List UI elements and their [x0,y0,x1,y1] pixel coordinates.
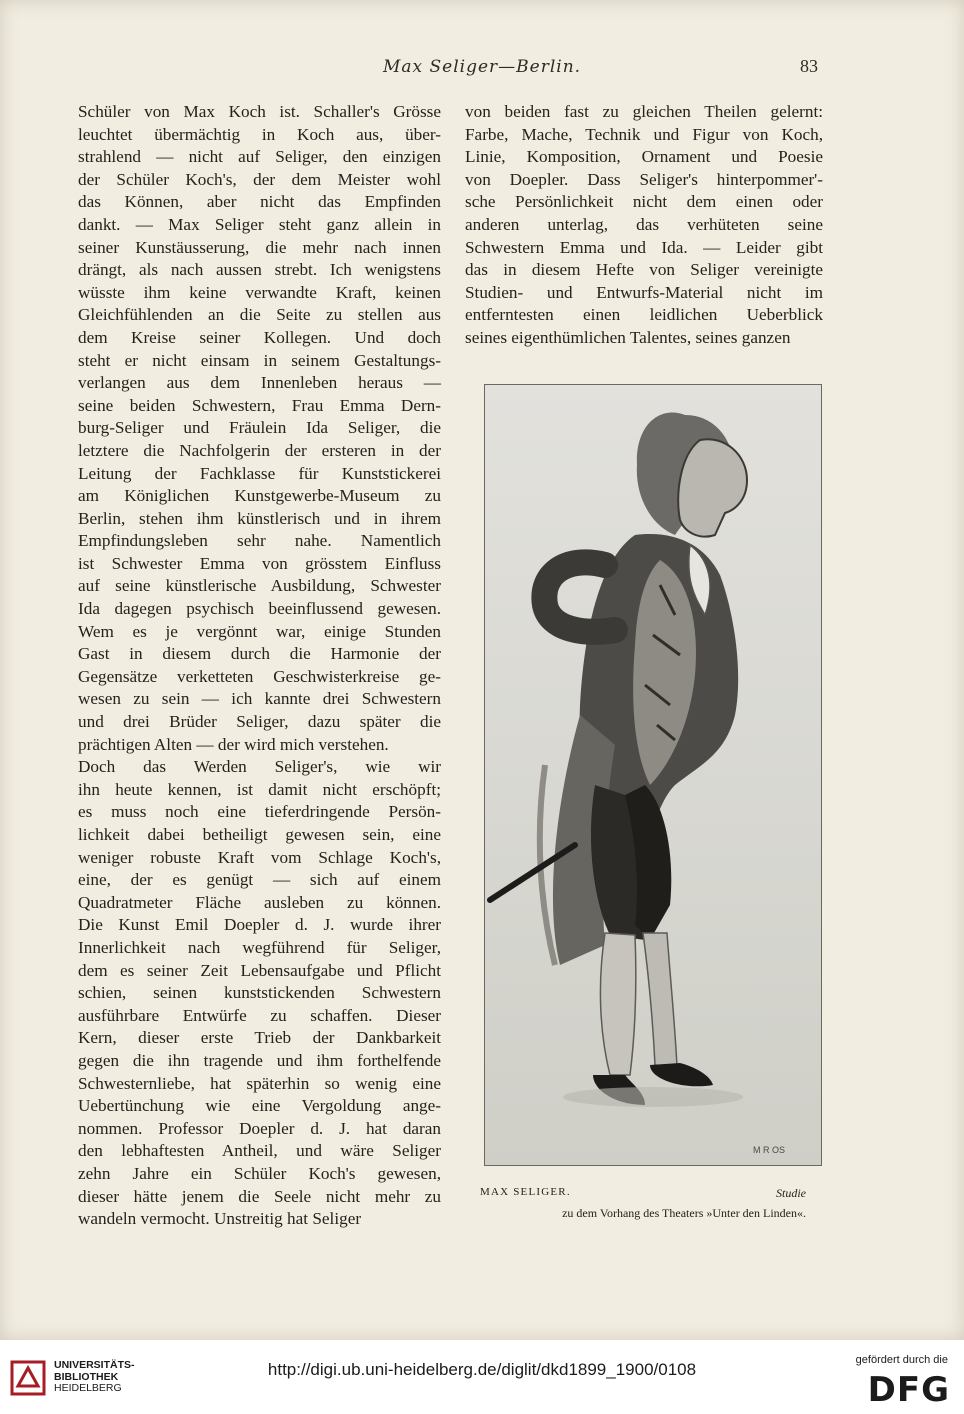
text-line: Schüler von Max Koch ist. Schaller's Grösse [78,102,441,121]
artist-signature: M R OS [752,1145,785,1155]
text-line: seiner Kunstäusserung, die mehr nach innen [78,237,441,257]
text-line: Farbe, Mache, Technik und Figur von Koch, [465,124,823,144]
text-line: von Doepler. Dass Seliger's hinterpommer'- [465,169,823,189]
right-text-column [465,101,823,350]
text-line: letztere die Nachfolgerin der ersteren in der [78,440,441,460]
caption-type: Studie [776,1186,806,1200]
text-line: Quadratmeter Fläche ausleben zu können. [78,892,441,912]
text-line: Linie, Komposition, Ornament und Poesie [465,147,823,167]
text-line: ihn heute kennen, ist damit nicht erschöpft; [78,779,441,799]
text-line: es muss noch eine tieferdringende Persön- [78,802,441,822]
caption-line-2: zu dem Vorhang des Theaters »Unter den Linden«. [562,1206,806,1220]
text-line: dankt. — Max Seliger steht ganz allein in [78,214,441,234]
text-line: Kern, dieser erste Trieb der Dankbarkeit [78,1028,441,1048]
text-line: gegen die ihn tragende und ihm forthelfende [78,1050,441,1070]
text-line: eine, der es genügt — sich auf einem [78,870,441,890]
left-text-column [78,101,441,1231]
text-line: Studien- und Entwurfs-Material nicht im [465,282,823,302]
text-line: dieser hätte jenem die Seele nicht mehr zu [78,1186,441,1206]
text-line: Gast in diesem durch die Harmonie der [78,644,441,664]
illustration-frame [484,384,822,1166]
text-line: sche Persönlichkeit nicht dem einen oder [465,192,823,212]
text-line: das Können, aber nicht das Empfinden [78,192,441,212]
text-line: schien, seinen kunststickenden Schwestern [78,983,441,1003]
text-line: Leitung der Fachklasse für Kunststickerei [78,463,441,483]
text-line: von beiden fast zu gleichen Theilen gelernt: [465,102,823,121]
text-line: und drei Brüder Seliger, dazu später die [78,712,441,732]
text-line: wandeln vermocht. Unstreitig hat Seliger [78,1209,362,1229]
text-line: weniger robuste Kraft vom Schlage Koch's, [78,847,441,867]
text-line: der Schüler Koch's, der dem Meister wohl [78,169,441,189]
text-line: Ida dagegen psychisch beeinflussend gewesen. [78,599,441,619]
gentleman-figure-illustration [485,385,821,1165]
text-line: Gegensätze verketteten Geschwisterkreise ge- [78,666,441,686]
text-line: entferntesten einen leidlichen Ueberblick [465,305,823,325]
text-line: steht er nicht einsam in seinem Gestaltungs- [78,350,441,370]
text-line: Berlin, stehen ihm künstlerisch und in ihrem [78,508,441,528]
text-line: Doch das Werden Seliger's, wie wir [78,757,441,777]
text-line: Empfindungsleben sehr nahe. Namentlich [78,531,441,551]
text-line: verlangen aus dem Innenleben heraus — [78,373,441,393]
funding-label: gefördert durch die [855,1354,948,1366]
text-line: zehn Jahre ein Schüler Koch's gewesen, [78,1163,441,1183]
text-line: den lebhaftesten Antheil, und wäre Seliger [78,1141,441,1161]
text-line: wesen zu sein — ich kannte drei Schwestern [78,689,441,709]
text-line: drängt, als nach aussen strebt. Ich wenigstens [78,260,441,280]
text-line: Wem es je vergönnt war, einige Stunden [78,621,441,641]
text-line: seines eigenthümlichen Talentes, seines ganzen [465,327,791,347]
text-line: leuchtet übermächtig in Koch aus, über- [78,124,441,144]
text-line: strahlend — nicht auf Seliger, den einzigen [78,147,441,167]
text-line: nommen. Professor Doepler d. J. hat daran [78,1118,441,1138]
library-name: UNIVERSITÄTS- BIBLIOTHEK HEIDELBERG [54,1359,135,1394]
text-line: Uebertünchung wie eine Vergoldung ange- [78,1096,441,1116]
text-line: wüsste ihm keine verwandte Kraft, keinen [78,282,441,302]
text-line: lichkeit dabei betheiligt gewesen sein, eine [78,825,441,844]
text-line: anderen unterlag, das verhüteten seine [465,214,823,234]
text-line: Innerlichkeit nach wegführend für Seliger, [78,937,441,957]
document-url-link[interactable]: http://digi.ub.uni-heidelberg.de/diglit/dkd1899_1900/0108 [267,1360,697,1379]
text-line: Schwesternliebe, hat späterhin so wenig eine [78,1073,441,1093]
text-line: Schwestern Emma und Ida. — Leider gibt [465,237,823,257]
page-number: 83 [800,56,818,76]
viewer-footer [0,1340,964,1414]
text-line: burg-Seliger und Fräulein Ida Seliger, die [78,418,441,438]
text-line: das in diesem Hefte von Seliger vereinigte [465,260,823,280]
running-title: Max Seliger—Berlin. [382,57,582,77]
text-line: prächtigen Alten — der wird mich verstehen. [78,734,389,754]
text-line: ist Schwester Emma von grösstem Einfluss [78,553,441,573]
text-line: auf seine künstlerische Ausbildung, Schwester [78,576,441,596]
text-line: Gleichfühlenden an die Seite zu stellen aus [78,305,441,325]
text-line: seine beiden Schwestern, Frau Emma Dern- [78,395,441,415]
text-line: am Königlichen Kunstgewerbe-Museum zu [78,486,441,506]
text-line: Die Kunst Emil Doepler d. J. wurde ihrer [78,915,441,935]
text-line: dem es seiner Zeit Lebensaufgabe und Pflicht [78,960,441,980]
dfg-logo: DFG [867,1370,950,1410]
caption-artist: MAX SELIGER. [480,1186,571,1198]
caption-line-1 [480,1186,806,1198]
text-line: dem Kreise seiner Kollegen. Und doch [78,327,441,347]
text-line: ausführbare Entwürfe zu schaffen. Dieser [78,1005,441,1025]
